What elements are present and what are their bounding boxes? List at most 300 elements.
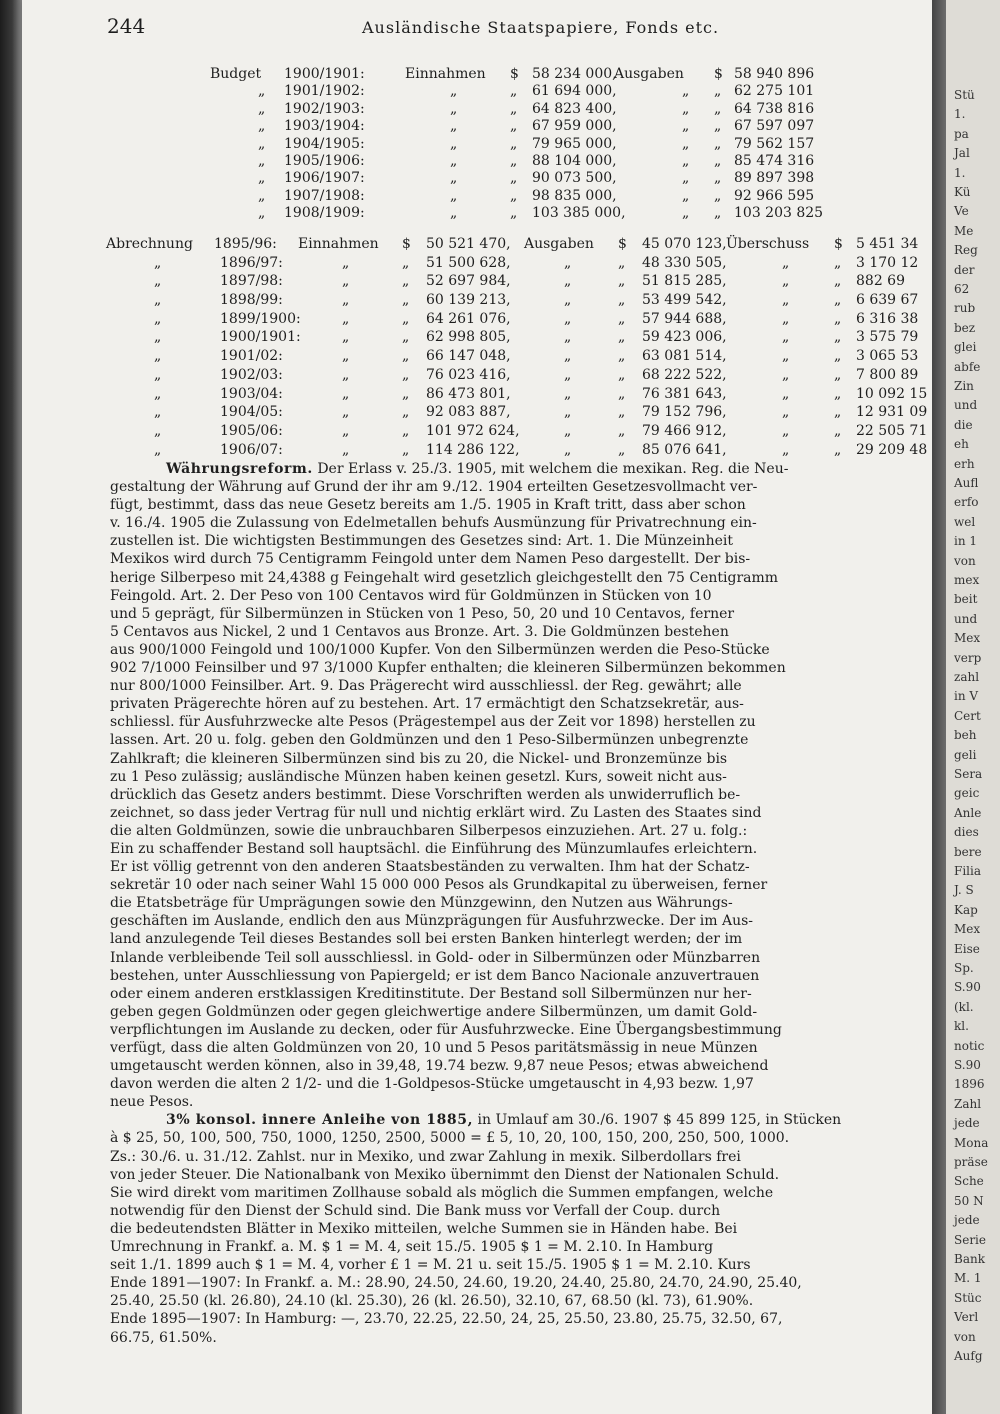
budget-ausgaben-value: 64 738 816 — [734, 100, 815, 117]
facing-page-fragment: glei — [954, 340, 977, 355]
budget-ausgaben-value: 92 966 595 — [734, 187, 815, 204]
facing-page-fragment: Sche — [954, 1174, 984, 1189]
facing-page-fragment: Anle — [954, 805, 982, 820]
budget-einnahmen-value: 64 823 400, — [532, 100, 617, 117]
abrechnung-ausgaben-label: „ — [564, 422, 572, 439]
abrechnung-currency: „ — [402, 292, 410, 309]
budget-currency: „ — [510, 135, 518, 152]
abrechnung-year: 1902/03: — [220, 366, 283, 383]
abrechnung-ueberschuss-value: 10 092 15 — [856, 385, 928, 402]
budget-label: „ — [258, 118, 266, 135]
abrechnung-ueberschuss-label: „ — [782, 441, 790, 458]
text-line: 902 7/1000 Feinsilber und 97 3/1000 Kupfer enthalten; die kleineren Silbermünzen bekommen — [110, 660, 786, 677]
budget-ausgaben-value: 67 597 097 — [734, 118, 815, 135]
text-line: privaten Prägerechte hören auf zu bestehen. Art. 17 ermächtigt den Schatzsekretär, aus- — [110, 696, 744, 713]
budget-ausgaben-label: „ — [682, 135, 690, 152]
budget-currency: $ — [510, 66, 519, 82]
budget-year: 1907/1908: — [284, 187, 365, 204]
budget-ausgaben-label: „ — [682, 100, 690, 117]
abrechnung-currency: „ — [834, 366, 842, 383]
text-line: land anzulegende Teil dieses Bestandes soll bei ersten Banken hinterlegt werden; der im — [110, 931, 743, 948]
abrechnung-ausgaben-value: 57 944 688, — [642, 310, 727, 327]
facing-page-fragment: S.90 — [954, 1058, 981, 1072]
abrechnung-ausgaben-label: „ — [564, 404, 572, 421]
abrechnung-currency: „ — [834, 348, 842, 365]
abrechnung-row — [22, 366, 932, 385]
abrechnung-currency: „ — [618, 254, 626, 271]
abrechnung-einnahmen-value: 64 261 076, — [426, 310, 511, 327]
abrechnung-currency: „ — [618, 348, 626, 365]
facing-page-fragment: Serie — [954, 1232, 986, 1247]
abrechnung-row — [22, 272, 932, 291]
abrechnung-currency: „ — [402, 366, 410, 383]
abrechnung-year: 1900/1901: — [220, 329, 301, 346]
waehrungsreform-section — [110, 460, 940, 1111]
budget-currency: „ — [510, 100, 518, 117]
abrechnung-ausgaben-value: 63 081 514, — [642, 348, 727, 365]
facing-page-fragment: 62 — [954, 282, 970, 296]
abrechnung-label: „ — [154, 348, 162, 365]
abrechnung-ausgaben-label: „ — [564, 254, 572, 271]
abrechnung-einnahmen-value: 51 500 628, — [426, 254, 511, 271]
budget-einnahmen-value: 90 073 500, — [532, 170, 617, 187]
abrechnung-einnahmen-value: 66 147 048, — [426, 348, 511, 365]
abrechnung-einnahmen-value: 60 139 213, — [426, 292, 511, 309]
abrechnung-currency: „ — [618, 329, 626, 346]
budget-einnahmen-label: Einnahmen — [405, 66, 486, 82]
budget-currency: „ — [714, 205, 722, 222]
abrechnung-einnahmen-label: „ — [342, 441, 350, 458]
facing-page-fragment: wel — [954, 514, 976, 529]
text-run: Der Erlass v. 25./3. 1905, mit welchem die mexikan. Reg. die Neu- — [317, 461, 789, 477]
budget-currency: „ — [510, 205, 518, 222]
abrechnung-ausgaben-label: „ — [564, 441, 572, 458]
facing-page-fragment: Bank — [954, 1252, 985, 1266]
budget-year: 1900/1901: — [284, 66, 365, 82]
text-line: 5 Centavos aus Nickel, 2 und 1 Centavos aus Bronze. Art. 3. Die Goldmünzen bestehen — [110, 623, 729, 640]
abrechnung-currency: „ — [834, 404, 842, 421]
budget-einnahmen-value: 103 385 000, — [532, 205, 626, 222]
text-line: verfügt, dass die alten Goldmünzen von 20, 10 und 5 Pesos paritätsmässig in neue Münzen — [110, 1040, 758, 1056]
facing-page-fragment: S.90 — [954, 980, 981, 995]
budget-year: 1908/1909: — [284, 205, 365, 222]
facing-page-fragment: abfe — [954, 359, 981, 374]
budget-year: 1902/1903: — [284, 100, 365, 117]
budget-ausgaben-label: „ — [682, 187, 690, 204]
abrechnung-year: 1896/97: — [220, 254, 283, 271]
book-gutter — [932, 0, 946, 1414]
abrechnung-label: „ — [154, 404, 162, 421]
facing-page-fragment: notic — [954, 1038, 985, 1053]
text-line — [110, 1111, 940, 1129]
abrechnung-ueberschuss-value: 3 575 79 — [856, 329, 919, 346]
text-line: notwendig für den Dienst der Schuld sind. Die Bank muss vor Verfall der Coup. durch — [110, 1202, 721, 1219]
abrechnung-ueberschuss-label: „ — [782, 292, 790, 309]
text-line: v. 16./4. 1905 die Zulassung von Edelmetallen behufs Ausmünzung für Privatrechnung ein- — [110, 515, 757, 532]
text-line: oder einem anderen erstklassigen Kreditinstitute. Der Bestand soll Silbermünzen nur her- — [110, 985, 752, 1002]
text-line: Ende 1891—1907: In Frankf. a. M.: 28.90, 24.50, 24.60, 19.20, 24.40, 25.80, 24.70, 24.90, 25.40, — [110, 1275, 802, 1292]
book-spine-shadow — [0, 0, 22, 1414]
abrechnung-label: „ — [154, 273, 162, 290]
budget-einnahmen-value: 67 959 000, — [532, 118, 617, 135]
abrechnung-label: „ — [154, 385, 162, 402]
budget-currency: „ — [510, 187, 518, 204]
abrechnung-einnahmen-label: „ — [342, 366, 350, 383]
budget-ausgaben-label: „ — [682, 152, 690, 169]
text-run: in Umlauf am 30./6. 1907 $ 45 899 125, in Stücken — [477, 1112, 842, 1129]
abrechnung-year: 1897/98: — [220, 273, 283, 290]
text-line: sekretär 10 oder nach seiner Wahl 15 000 000 Pesos als Grundkapital zu überweisen, ferner — [110, 877, 768, 894]
abrechnung-currency: „ — [402, 273, 410, 290]
facing-page-fragment: in V — [954, 689, 979, 704]
facing-page-fragment: Aufl — [954, 476, 979, 490]
abrechnung-currency: „ — [402, 329, 410, 346]
facing-page-fragment: Mex — [954, 631, 981, 646]
text-line: die Etatsbeträge für Umprägungen sowie den Münzgewinn, den Nutzen aus Währungs- — [110, 895, 733, 912]
budget-label: Budget — [210, 66, 262, 82]
abrechnung-currency: „ — [402, 404, 410, 421]
facing-page-fragment: von — [954, 553, 976, 568]
abrechnung-currency: „ — [402, 441, 410, 458]
facing-page-fragment: mex — [954, 573, 980, 587]
abrechnung-ueberschuss-value: 22 505 71 — [856, 422, 928, 439]
budget-einnahmen-value: 61 694 000, — [532, 83, 617, 100]
text-line: Inlande verbleibende Teil soll ausschliessl. in Gold- oder in Silbermünzen oder Münzbarren — [110, 949, 761, 966]
abrechnung-ueberschuss-label: „ — [782, 273, 790, 290]
text-line: 25.40, 25.50 (kl. 26.80), 24.10 (kl. 25.30), 26 (kl. 26.50), 32.10, 67, 68.50 (kl. 73), 61.90%. — [110, 1293, 754, 1310]
budget-currency: „ — [714, 187, 722, 204]
budget-label: „ — [258, 83, 266, 100]
facing-page-fragment: die — [954, 417, 973, 432]
abrechnung-ueberschuss-label: „ — [782, 404, 790, 421]
page-number: 244 — [107, 14, 146, 38]
abrechnung-currency: „ — [834, 329, 842, 346]
text-line: herige Silberpeso mit 24,4388 g Feingehalt wird gesetzlich gleichgestellt den 75 Centigramm — [110, 569, 779, 586]
budget-ausgaben-value: 89 897 398 — [734, 170, 815, 187]
facing-page-fragment: geli — [954, 747, 977, 762]
facing-page-fragment: Kap — [954, 902, 978, 917]
abrechnung-currency: „ — [834, 385, 842, 402]
abrechnung-year: 1906/07: — [220, 441, 283, 458]
text-line: fügt, bestimmt, dass das neue Gesetz bereits am 1./5. 1905 in Kraft tritt, dass aber schon — [110, 497, 746, 514]
budget-einnahmen-label: „ — [450, 152, 458, 169]
budget-row — [22, 118, 932, 135]
budget-currency: „ — [714, 83, 722, 100]
facing-page-fragment: kl. — [954, 1019, 969, 1034]
text-line: Zs.: 30./6. u. 31./12. Zahlst. nur in Mexiko, und zwar Zahlung in mexik. Silberdollars frei — [110, 1148, 741, 1165]
budget-row — [22, 101, 932, 118]
abrechnung-einnahmen-value: 52 697 984, — [426, 273, 511, 290]
abrechnung-ueberschuss-value: 3 065 53 — [856, 348, 919, 365]
text-line: umgetauscht werden können, also in 39,48, 19.74 bezw. 9,87 neue Pesos; etwas abweichend — [110, 1058, 769, 1075]
facing-page-fragment: Filia — [954, 864, 981, 878]
facing-page-fragment: beit — [954, 592, 978, 607]
facing-page-fragment: bez — [954, 320, 976, 335]
facing-page-fragment: beh — [954, 728, 977, 743]
abrechnung-ausgaben-label: „ — [564, 310, 572, 327]
budget-currency: $ — [714, 66, 723, 82]
budget-row — [22, 153, 932, 170]
abrechnung-currency: „ — [618, 310, 626, 327]
text-line: zustellen ist. Die wichtigsten Bestimmungen des Gesetzes sind: Art. 1. Die Münzeinheit — [110, 533, 733, 550]
abrechnung-year: 1903/04: — [220, 385, 283, 402]
abrechnung-ueberschuss-label: „ — [782, 254, 790, 271]
abrechnung-ausgaben-value: 85 076 641, — [642, 441, 727, 458]
budget-ausgaben-value: 58 940 896 — [734, 66, 815, 82]
abrechnung-year: 1901/02: — [220, 348, 283, 365]
abrechnung-einnahmen-value: 86 473 801, — [426, 385, 511, 402]
text-line: Ein zu schaffender Bestand soll hauptsächl. die Einführung des Münzumlaufes erleichtern. — [110, 840, 758, 857]
abrechnung-ueberschuss-label: „ — [782, 385, 790, 402]
abrechnung-einnahmen-value: 114 286 122, — [426, 441, 520, 458]
abrechnung-einnahmen-label: „ — [342, 329, 350, 346]
text-line: nur 800/1000 Feinsilber. Art. 9. Das Prägerecht wird ausschliessl. der Reg. gewährt; alle — [110, 678, 742, 695]
abrechnung-currency: „ — [618, 292, 626, 309]
abrechnung-ausgaben-label: „ — [564, 385, 572, 402]
abrechnung-label: „ — [154, 366, 162, 383]
budget-currency: „ — [714, 118, 722, 135]
budget-row — [22, 188, 932, 205]
abrechnung-currency: „ — [402, 254, 410, 271]
abrechnung-table — [22, 235, 932, 459]
budget-row — [22, 83, 932, 100]
abrechnung-ueberschuss-label: „ — [782, 366, 790, 383]
budget-ausgaben-value: 103 203 825 — [734, 205, 824, 222]
abrechnung-currency: $ — [834, 236, 843, 252]
facing-page-fragment: Stüc — [954, 1290, 982, 1305]
facing-page-fragment: 1. — [954, 165, 966, 180]
abrechnung-ueberschuss-label: „ — [782, 310, 790, 327]
text-line: Sie wird direkt vom maritimen Zollhause sobald als möglich die Summen empfangen, welche — [110, 1184, 774, 1201]
abrechnung-currency: „ — [834, 292, 842, 309]
abrechnung-label: Abrechnung — [106, 236, 193, 252]
facing-page-fragment: Eise — [954, 941, 980, 956]
text-line: von jeder Steuer. Die Nationalbank von Mexiko übernimmt den Dienst der Nationalen Schuld. — [110, 1166, 780, 1183]
abrechnung-currency: $ — [618, 236, 627, 252]
abrechnung-label: „ — [154, 254, 162, 271]
budget-einnahmen-label: „ — [450, 100, 458, 117]
abrechnung-currency: „ — [618, 404, 626, 421]
text-line: lassen. Art. 20 u. folg. geben den Goldmünzen und den 1 Peso-Silbermünzen unbegrenzte — [110, 732, 749, 749]
abrechnung-label: „ — [154, 310, 162, 327]
facing-page-fragment: M. 1 — [954, 1271, 982, 1286]
facing-page-fragment: verp — [954, 650, 982, 665]
budget-row — [22, 170, 932, 187]
budget-currency: „ — [510, 118, 518, 135]
abrechnung-ausgaben-label: Ausgaben — [524, 236, 594, 252]
budget-label: „ — [258, 187, 266, 204]
budget-einnahmen-label: „ — [450, 83, 458, 100]
text-line: geben gegen Goldmünzen oder gegen gleichwertige andere Silbermünzen, um damit Gold- — [110, 1003, 758, 1020]
facing-page-edge — [946, 0, 1000, 1414]
abrechnung-year: 1905/06: — [220, 422, 283, 439]
abrechnung-currency: „ — [834, 273, 842, 290]
text-line — [110, 460, 940, 478]
section-heading: 3% konsol. innere Anleihe von 1885, — [166, 1112, 474, 1129]
abrechnung-currency: „ — [402, 422, 410, 439]
text-line: aus 900/1000 Feingold und 100/1000 Kupfer. Von den Silbermünzen werden die Peso-Stücke — [110, 641, 770, 658]
budget-row — [22, 205, 932, 222]
abrechnung-ausgaben-label: „ — [564, 329, 572, 346]
facing-page-fragment: Mona — [954, 1135, 989, 1150]
abrechnung-einnahmen-label: „ — [342, 254, 350, 271]
abrechnung-currency: „ — [618, 366, 626, 383]
text-line: Er ist völlig getrennt von den anderen Staatsbeständen zu verwalten. Ihm hat der Schatz- — [110, 859, 750, 876]
text-line: verpflichtungen im Auslande zu decken, oder für Ausfuhrzwecke. Eine Übergangsbestimmung — [110, 1021, 782, 1038]
abrechnung-ueberschuss-value: 7 800 89 — [856, 366, 919, 383]
budget-ausgaben-label: „ — [682, 170, 690, 187]
abrechnung-label: „ — [154, 329, 162, 346]
budget-einnahmen-label: „ — [450, 118, 458, 135]
text-line: à $ 25, 50, 100, 500, 750, 1000, 1250, 2500, 5000 = £ 5, 10, 20, 100, 150, 200, 250, 500, 1000. — [110, 1130, 790, 1147]
budget-currency: „ — [510, 83, 518, 100]
abrechnung-einnahmen-value: 62 998 805, — [426, 329, 511, 346]
budget-currency: „ — [510, 170, 518, 187]
abrechnung-currency: $ — [402, 236, 411, 252]
budget-year: 1901/1902: — [284, 83, 365, 100]
running-title: Ausländische Staatspapiere, Fonds etc. — [362, 18, 720, 37]
section-heading: Währungsreform. — [166, 461, 313, 477]
budget-row — [22, 136, 932, 153]
abrechnung-ausgaben-value: 68 222 522, — [642, 366, 727, 383]
facing-page-fragment: in 1 — [954, 534, 978, 549]
abrechnung-currency: „ — [834, 422, 842, 439]
abrechnung-ausgaben-value: 76 381 643, — [642, 385, 727, 402]
abrechnung-ueberschuss-label: Überschuss — [726, 236, 810, 252]
facing-page-fragment: Ve — [954, 204, 969, 219]
facing-page-fragment: Cert — [954, 708, 981, 723]
budget-row — [22, 66, 932, 83]
abrechnung-currency: „ — [834, 441, 842, 458]
facing-page-fragment: pa — [954, 126, 969, 141]
budget-einnahmen-label: „ — [450, 170, 458, 187]
text-line: neue Pesos. — [110, 1094, 194, 1111]
text-line: schliessl. für Ausfuhrzwecke alte Pesos (Prägestempel aus der Zeit vor 1898) herstellen zu — [110, 714, 756, 731]
abrechnung-ausgaben-label: „ — [564, 348, 572, 365]
abrechnung-einnahmen-label: „ — [342, 310, 350, 327]
abrechnung-einnahmen-label: „ — [342, 422, 350, 439]
facing-page-fragment: der — [954, 262, 975, 277]
abrechnung-row — [22, 235, 932, 254]
abrechnung-year: 1904/05: — [220, 404, 283, 421]
abrechnung-einnahmen-value: 76 023 416, — [426, 366, 511, 383]
abrechnung-row — [22, 347, 932, 366]
text-line: Ende 1895—1907: In Hamburg: —, 23.70, 22.25, 22.50, 24, 25, 25.50, 23.80, 25.75, 32.50, 67, — [110, 1311, 783, 1328]
abrechnung-ausgaben-label: „ — [564, 273, 572, 290]
abrechnung-row — [22, 403, 932, 422]
facing-page-fragment: erh — [954, 456, 975, 471]
budget-ausgaben-label: „ — [682, 118, 690, 135]
text-line: Zahlkraft; die kleineren Silbermünzen sind bis zu 20, die Nickel- und Bronzemünze bis — [110, 750, 728, 767]
facing-page-fragment: jede — [954, 1213, 980, 1228]
budget-label: „ — [258, 205, 266, 222]
facing-page-fragment: und — [954, 611, 978, 626]
budget-ausgaben-value: 85 474 316 — [734, 152, 815, 169]
text-line: Feingold. Art. 2. Der Peso von 100 Centavos wird für Goldmünzen in Stücken von 10 — [110, 587, 712, 604]
abrechnung-row — [22, 328, 932, 347]
facing-page-fragment: zahl — [954, 670, 980, 684]
abrechnung-currency: „ — [618, 422, 626, 439]
budget-ausgaben-label: „ — [682, 83, 690, 100]
abrechnung-ausgaben-label: „ — [564, 292, 572, 309]
facing-page-fragment: J. S — [954, 883, 974, 898]
page-header — [22, 14, 932, 44]
abrechnung-ausgaben-value: 51 815 285, — [642, 273, 727, 290]
abrechnung-einnahmen-label: Einnahmen — [298, 236, 379, 252]
facing-page-fragment: eh — [954, 437, 969, 452]
budget-einnahmen-label: „ — [450, 187, 458, 204]
abrechnung-ausgaben-value: 79 152 796, — [642, 404, 727, 421]
abrechnung-currency: „ — [618, 441, 626, 458]
facing-page-fragment: Stü — [954, 88, 975, 102]
budget-einnahmen-label: „ — [450, 205, 458, 222]
budget-einnahmen-value: 58 234 000, — [532, 66, 617, 82]
abrechnung-row — [22, 291, 932, 310]
abrechnung-currency: „ — [402, 385, 410, 402]
budget-year: 1905/1906: — [284, 152, 365, 169]
abrechnung-row — [22, 254, 932, 273]
abrechnung-ausgaben-value: 59 423 006, — [642, 329, 727, 346]
abrechnung-ueberschuss-value: 6 639 67 — [856, 292, 919, 309]
text-line: gestaltung der Währung auf Grund der ihr am 9./12. 1904 erteilten Gesetzesvollmacht ver- — [110, 479, 758, 496]
abrechnung-ausgaben-value: 48 330 505, — [642, 254, 727, 271]
text-line: Mexikos wird durch 75 Centigramm Feingold unter dem Namen Peso dargestellt. Der bis- — [110, 551, 751, 568]
abrechnung-einnahmen-label: „ — [342, 292, 350, 309]
abrechnung-currency: „ — [618, 273, 626, 290]
abrechnung-ueberschuss-value: 12 931 09 — [856, 404, 928, 421]
abrechnung-ueberschuss-label: „ — [782, 348, 790, 365]
budget-einnahmen-value: 98 835 000, — [532, 187, 617, 204]
abrechnung-einnahmen-label: „ — [342, 348, 350, 365]
abrechnung-row — [22, 310, 932, 329]
abrechnung-currency: „ — [834, 254, 842, 271]
facing-page-fragment: Me — [954, 223, 974, 238]
facing-page-fragment: von — [954, 1329, 976, 1344]
text-line: die bedeutendsten Blätter in Mexiko mitteilen, welche Summen sie in Händen habe. Bei — [110, 1220, 738, 1237]
budget-currency: „ — [714, 152, 722, 169]
facing-page-fragment: Aufg — [954, 1349, 983, 1363]
text-body — [110, 460, 940, 1347]
abrechnung-ueberschuss-value: 5 451 34 — [856, 236, 919, 252]
text-line: zeichnet, so dass jeder Vertrag für null und nichtig erklärt wird. Zu Lasten des Staates sind — [110, 804, 762, 821]
text-line: Umrechnung in Frankf. a. M. $ 1 = M. 4, seit 15./5. 1905 $ 1 = M. 2.10. In Hamburg — [110, 1239, 714, 1256]
budget-currency: „ — [510, 152, 518, 169]
budget-einnahmen-label: „ — [450, 135, 458, 152]
abrechnung-ausgaben-value: 45 070 123, — [642, 236, 727, 252]
budget-currency: „ — [714, 170, 722, 187]
abrechnung-ausgaben-label: „ — [564, 366, 572, 383]
text-line: drücklich das Gesetz anders bestimmt. Diese Vorschriften werden als unwiderruflich be- — [110, 786, 741, 803]
abrechnung-currency: „ — [834, 310, 842, 327]
facing-page-fragment: jede — [954, 1116, 980, 1131]
budget-currency: „ — [714, 135, 722, 152]
abrechnung-einnahmen-label: „ — [342, 385, 350, 402]
facing-page-fragment: rub — [954, 301, 976, 316]
abrechnung-ausgaben-value: 79 466 912, — [642, 422, 727, 439]
abrechnung-ausgaben-value: 53 499 542, — [642, 292, 727, 309]
facing-page-fragment: Verl — [954, 1310, 979, 1325]
abrechnung-year: 1895/96: — [214, 236, 277, 252]
facing-page-fragment: Zahl — [954, 1096, 982, 1111]
abrechnung-label: „ — [154, 292, 162, 309]
text-line: 66.75, 61.50%. — [110, 1329, 217, 1346]
budget-einnahmen-value: 88 104 000, — [532, 152, 617, 169]
abrechnung-row — [22, 385, 932, 404]
facing-page-fragment: 1. — [954, 107, 966, 122]
abrechnung-ueberschuss-value: 29 209 48 — [856, 441, 928, 458]
facing-page-fragment: Kü — [954, 185, 971, 199]
abrechnung-label: „ — [154, 422, 162, 439]
